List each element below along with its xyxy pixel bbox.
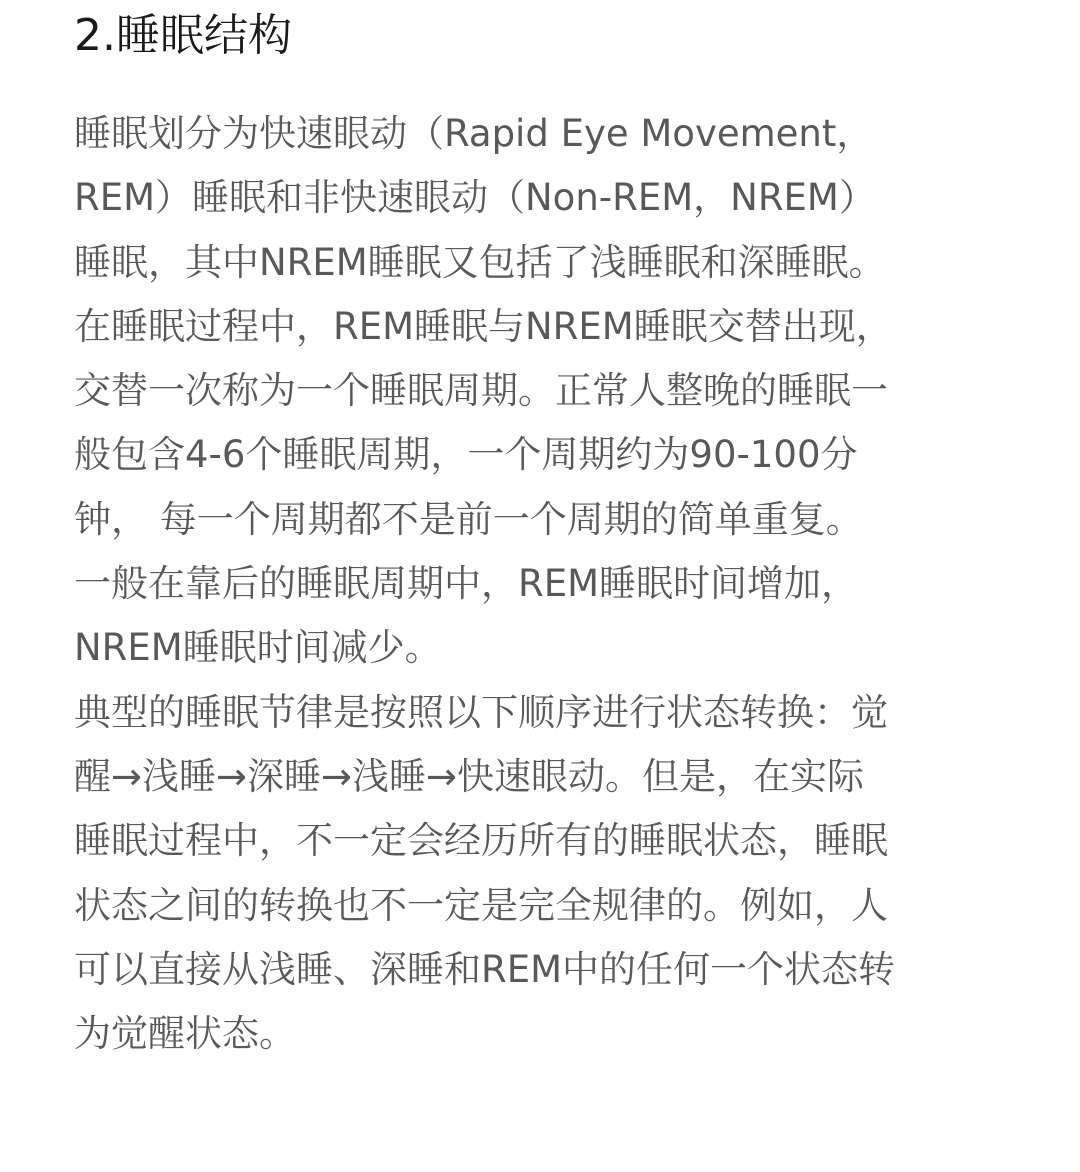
paragraph-sleep-rhythm [74, 681, 1014, 1067]
article [74, 0, 1014, 1066]
text-line: 醒→浅睡→深睡→浅睡→快速眼动。但是，在实际 [74, 754, 865, 798]
text-line: 睡眠，其中NREM睡眠又包括了浅睡眠和深睡眠。 [74, 240, 886, 284]
text-line: 钟， 每一个周期都不是前一个周期的简单重复。 [74, 497, 863, 541]
text-line: 一般在靠后的睡眠周期中，REM睡眠时间增加， [74, 562, 859, 606]
text-line: 交替一次称为一个睡眠周期。正常人整晚的睡眠一 [74, 369, 888, 413]
text-line: 睡眠过程中，不一定会经历所有的睡眠状态，睡眠 [74, 819, 888, 863]
text-line: 般包含4-6个睡眠周期，一个周期约为90-100分 [74, 433, 858, 477]
section-title: 2.睡眠结构 [74, 10, 292, 61]
text-line: 典型的睡眠节律是按照以下顺序进行状态转换：觉 [74, 690, 888, 734]
paragraph-sleep-cycles [74, 102, 1014, 681]
text-line: REM）睡眠和非快速眼动（Non-REM，NREM） [74, 176, 876, 220]
text-line: 为觉醒状态。 [74, 1012, 296, 1056]
text-line: 在睡眠过程中，REM睡眠与NREM睡眠交替出现， [74, 304, 893, 348]
article-body [74, 102, 1014, 1066]
text-line: 状态之间的转换也不一定是完全规律的。例如，人 [74, 883, 888, 927]
text-line: 睡眠划分为快速眼动（Rapid Eye Movement， [74, 112, 874, 155]
text-line: NREM睡眠时间减少。 [74, 626, 442, 670]
text-line: 可以直接从浅睡、深睡和REM中的任何一个状态转 [74, 947, 896, 991]
